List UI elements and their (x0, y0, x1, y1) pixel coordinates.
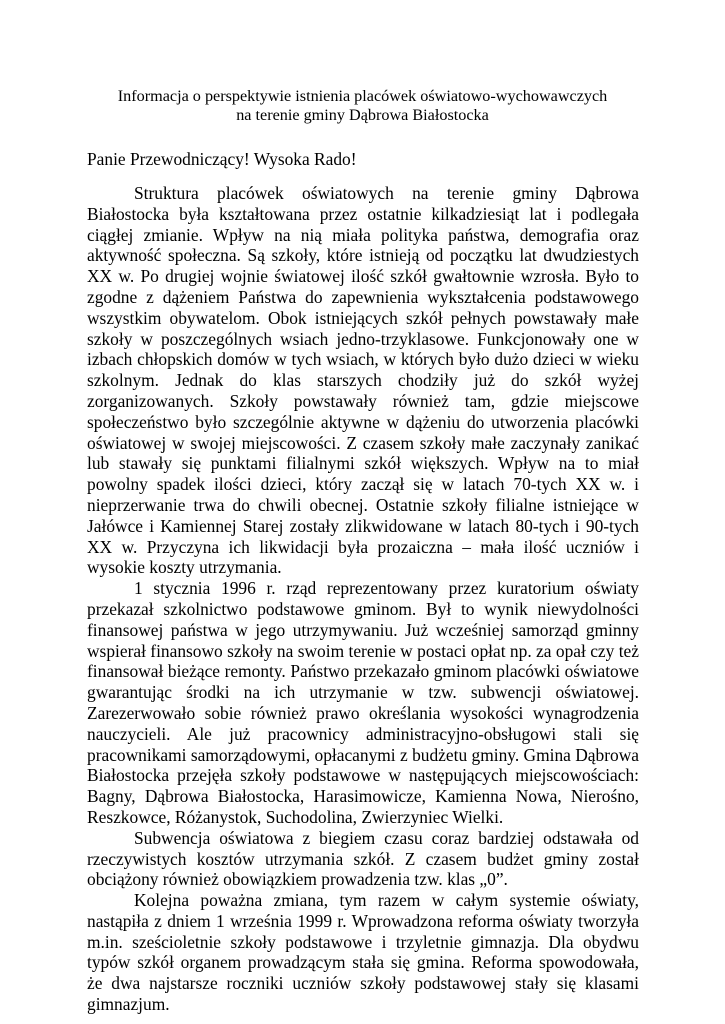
paragraph-3: Subwencja oświatowa z biegiem czasu coraz bardziej odstawała od rzeczywistych kosztów utrzymania szkół. Z czasem budżet gminy został obciążony również obowiązkiem prowadzenia tzw. klas „0”. (87, 827, 639, 890)
document-title (60, 87, 665, 125)
salutation: Panie Przewodniczący! Wysoka Rado! (87, 149, 357, 169)
paragraph-2: 1 stycznia 1996 r. rząd reprezentowany przez kuratorium oświaty przekazał szkolnictwo podstawowe gminom. Był to wynik niewydolności finansowej państwa w jego utrzymywaniu. Już wcześniej samorząd gminny wspierał finansowo szkoły na swoim terenie w postaci opłat np. za opał czy też finansował bieżące remonty. Państwo przekazało gminom placówki oświatowe gwarantując środki na ich utrzymanie w tzw. subwencji oświatowej. Zarezerwowało sobie również prawo określania wysokości wynagrodzenia nauczycieli. Ale już pracownicy administracyjno-obsługowi stali się pracownikami samorządowymi, opłacanymi z budżetu gminy. Gmina Dąbrowa Białostocka przejęła szkoły podstawowe w następujących miejscowościach: Bagny, Dąbrowa Białostocka, Harasimowicze, Kamienna Nowa, Nierośno, Reszkowce, Różanystok, Suchodolina, Zwierzyniec Wielki. (87, 578, 639, 827)
title-line-1: Informacja o perspektywie istnienia placówek oświatowo-wychowawczych (117, 87, 608, 105)
body-text (87, 183, 639, 1015)
paragraph-4: Kolejna poważna zmiana, tym razem w całym systemie oświaty, nastąpiła z dniem 1 września 1999 r. Wprowadzona reforma oświaty tworzyła m.in. sześcioletnie szkoły podstawowe i trzyletnie gimnazja. Dla obydwu typów szkół organem prowadzącym stała się gmina. Reforma spowodowała, że dwa najstarsze roczniki uczniów szkoły podstawowej stały się klasami gimnazjum. (87, 890, 639, 1015)
title-line-2: na terenie gminy Dąbrowa Białostocka (236, 106, 489, 124)
paragraph-1: Struktura placówek oświatowych na terenie gminy Dąbrowa Białostocka była kształtowana przez ostatnie kilkadziesiąt lat i podlegała ciągłej zmianie. Wpływ na nią miała polityka państwa, demografia oraz aktywność społeczna. Są szkoły, które istnieją od początku lat dwudziestych XX w. Po drugiej wojnie światowej ilość szkół gwałtownie wzrosła. Było to zgodne z dążeniem Państwa do zapewnienia wykształcenia podstawowego wszystkim obywatelom. Obok istniejących szkół pełnych powstawały małe szkoły w poszczególnych wsiach jedno-trzyklasowe. Funkcjonowały one w izbach chłopskich domów w tych wsiach, w których było dużo dzieci w wieku szkolnym. Jednak do klas starszych chodziły już do szkół wyżej zorganizowanych. Szkoły powstawały również tam, gdzie miejscowe społeczeństwo było szczególnie aktywne w dążeniu do utworzenia placówki oświatowej w swojej miejscowości. Z czasem szkoły małe zaczynały zanikać lub stawały się punktami filialnymi szkół większych. Wpływ na to miał powolny spadek ilości dzieci, który zaczął się w latach 70-tych XX w. i nieprzerwanie trwa do chwili obecnej. Ostatnie szkoły filialne istniejące w Jałówce i Kamiennej Starej zostały zlikwidowane w latach 80-tych i 90-tych XX w. Przyczyna ich likwidacji była prozaiczna – mała ilość uczniów i wysokie koszty utrzymania. (87, 183, 639, 578)
